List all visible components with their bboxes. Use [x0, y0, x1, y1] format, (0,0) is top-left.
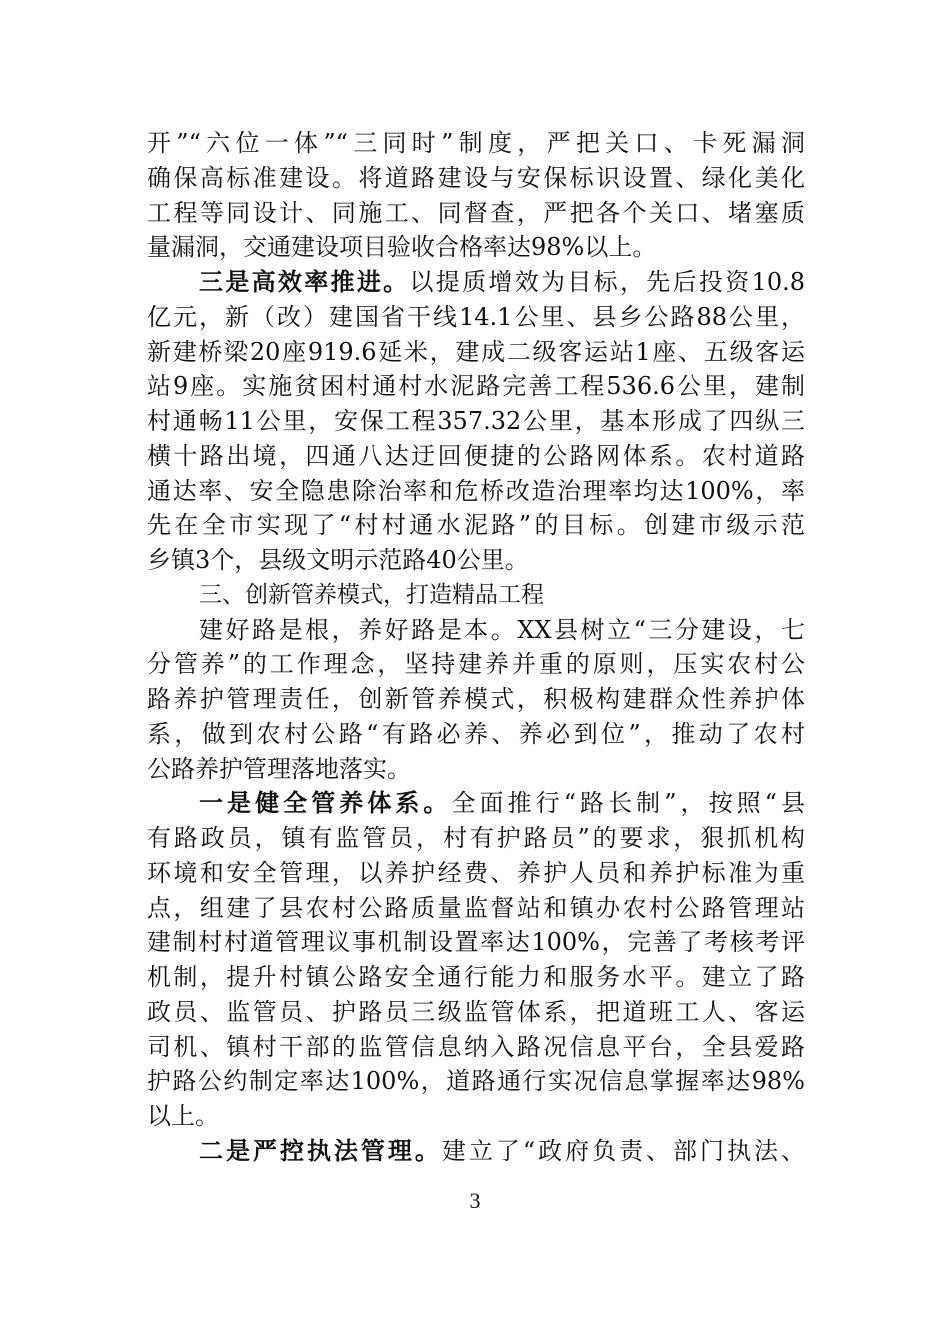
- bold-lead: 二是严控执法管理。: [199, 1135, 442, 1165]
- text-line: [147, 1064, 805, 1099]
- line-text: 工程等同设计、同施工、同督查，严把各个关口、堵塞质: [147, 198, 805, 227]
- line-text: 司机、镇村干部的监管信息纳入路况信息平台，全县爱路: [147, 1032, 805, 1061]
- text-line: [147, 508, 805, 543]
- line-text: 路养护管理责任，创新管养模式，积极构建群众性养护体: [147, 685, 805, 713]
- text-line: [147, 925, 805, 960]
- line-text: 政员、监管员、护路员三级监管体系，把道班工人、客运: [147, 997, 805, 1026]
- text-line: [147, 126, 805, 161]
- text-line: [147, 1099, 805, 1134]
- bold-lead: 一是健全管养体系。: [199, 788, 452, 818]
- line-text: 点，组建了县农村公路质量监督站和镇办农村公路管理站: [147, 893, 805, 922]
- line-text: 公路养护管理落地落实。: [147, 754, 411, 783]
- line-text: 机制，提升村镇公路安全通行能力和服务水平。建立了路: [147, 963, 805, 991]
- line-text: 以上。: [147, 1102, 219, 1130]
- text-line: [147, 474, 805, 509]
- line-text: 量漏洞，交通建设项目验收合格率达98%以上。: [147, 233, 657, 262]
- text-line: [147, 856, 805, 891]
- line-text: 建好路是根，养好路是本。XX县树立“三分建设，七: [199, 615, 805, 644]
- line-text: 村通畅11公里，安保工程357.32公里，基本形成了四纵三: [147, 407, 805, 435]
- line-text: 通达率、安全隐患除治率和危桥改造治理率均达100%，率: [147, 476, 805, 505]
- line-text: 建立了“政府负责、部门执法、: [441, 1136, 805, 1165]
- line-text: 以提质增效为目标，先后投资10.8: [409, 268, 805, 296]
- section-heading: [147, 578, 805, 613]
- line-text: 开”“六位一体”“三同时”制度，严把关口、卡死漏洞: [147, 129, 805, 157]
- line-text: 分管养”的工作理念，坚持建养并重的原则，压实农村公: [147, 650, 805, 679]
- line-text: 护路公约制定率达100%，道路通行实况信息掌握率达98%: [147, 1067, 805, 1096]
- line-text: 亿元，新（改）建国省干线14.1公里、县乡公路88公里，: [147, 302, 805, 331]
- text-line: [147, 752, 805, 787]
- line-text: 横十路出境，四通八达迂回便捷的公路网体系。农村道路: [147, 441, 805, 470]
- line-text: 乡镇3个，县级文明示范路40公里。: [147, 546, 529, 574]
- text-line: [147, 682, 805, 717]
- line-text: 新建桥梁20座919.6延米，建成二级客运站1座、五级客运: [147, 337, 805, 366]
- text-line: [147, 1030, 805, 1065]
- text-line: [147, 613, 805, 648]
- line-text: 系，做到农村公路“有路必养、养必到位”，推动了农村: [147, 719, 805, 748]
- bold-lead: 三是高效率推进。: [199, 267, 410, 296]
- line-text: 三、创新管养模式，打造精品工程: [199, 581, 544, 608]
- line-text: 有路政员，镇有监管员，村有护路员”的要求，狠抓机构: [147, 824, 805, 852]
- text-line: [147, 1134, 805, 1169]
- text-line: [147, 335, 805, 370]
- text-line: [147, 369, 805, 404]
- line-text: 站9座。实施贫困村通村水泥路完善工程536.6公里，建制: [147, 372, 805, 401]
- text-line: [147, 161, 805, 196]
- text-line: [147, 786, 805, 821]
- text-line: [147, 300, 805, 335]
- text-line: [147, 821, 805, 856]
- text-line: [147, 230, 805, 265]
- text-line: [147, 404, 805, 439]
- text-line: [147, 439, 805, 474]
- text-line: [147, 891, 805, 926]
- text-line: [147, 960, 805, 995]
- line-text: 建制村村道管理议事机制设置率达100%，完善了考核考评: [147, 928, 805, 957]
- text-line: [147, 196, 805, 231]
- page-number: 3: [469, 1188, 481, 1213]
- line-text: 环境和安全管理，以养护经费、养护人员和养护标准为重: [147, 858, 805, 887]
- line-text: 全面推行“路长制”，按照“县: [451, 789, 806, 818]
- text-line: [147, 995, 805, 1030]
- document-body: [147, 126, 805, 1169]
- line-text: 先在全市实现了“村村通水泥路”的目标。创建市级示范: [147, 511, 805, 540]
- text-line: [147, 647, 805, 682]
- line-text: 确保高标准建设。将道路建设与安保标识设置、绿化美化: [147, 163, 805, 192]
- text-line: [147, 717, 805, 752]
- text-line: [147, 543, 805, 578]
- text-line: [147, 265, 805, 300]
